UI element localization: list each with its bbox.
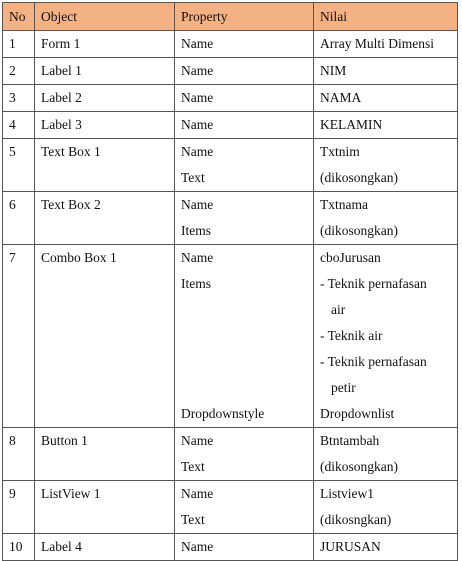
cell-object bbox=[35, 31, 175, 58]
cell-nilai bbox=[314, 112, 458, 139]
cell-object bbox=[35, 534, 175, 561]
cell-no bbox=[3, 245, 35, 428]
property-line: Name bbox=[181, 433, 214, 448]
cell-object-text: Text Box 2 bbox=[41, 197, 101, 212]
cell-object bbox=[35, 85, 175, 112]
cell-no bbox=[3, 139, 35, 192]
property-line: Name bbox=[181, 90, 214, 105]
value-line: NIM bbox=[320, 63, 347, 78]
table-row bbox=[3, 112, 458, 139]
cell-object-text: Button 1 bbox=[41, 433, 88, 448]
table-row bbox=[3, 192, 458, 245]
cell-object-text: Form 1 bbox=[41, 36, 81, 51]
value-line: cboJurusan bbox=[320, 250, 381, 265]
value-line: (dikosongkan) bbox=[320, 223, 398, 238]
cell-object bbox=[35, 428, 175, 481]
property-line: Text bbox=[181, 512, 205, 527]
property-line: Name bbox=[181, 250, 214, 265]
header-no: No bbox=[3, 3, 35, 31]
cell-object-text: Label 4 bbox=[41, 539, 82, 554]
cell-object bbox=[35, 245, 175, 428]
cell-object-text: Label 3 bbox=[41, 117, 82, 132]
cell-no-text: 1 bbox=[9, 36, 16, 51]
cell-no-text: 9 bbox=[9, 486, 16, 501]
value-line: - Teknik air bbox=[320, 328, 383, 343]
property-line: Name bbox=[181, 539, 214, 554]
cell-property bbox=[175, 245, 314, 428]
cell-object bbox=[35, 112, 175, 139]
cell-nilai bbox=[314, 31, 458, 58]
property-line: Dropdownstyle bbox=[181, 406, 265, 421]
value-line: (dikosongkan) bbox=[320, 459, 398, 474]
cell-no-text: 6 bbox=[9, 197, 16, 212]
value-line: JURUSAN bbox=[320, 539, 381, 554]
property-line: Name bbox=[181, 117, 214, 132]
cell-nilai bbox=[314, 534, 458, 561]
cell-object bbox=[35, 481, 175, 534]
cell-no-text: 4 bbox=[9, 117, 16, 132]
property-line bbox=[181, 375, 307, 401]
cell-property bbox=[175, 428, 314, 481]
value-line: Listview1 bbox=[320, 486, 374, 501]
cell-no bbox=[3, 85, 35, 112]
cell-nilai bbox=[314, 192, 458, 245]
cell-no-text: 8 bbox=[9, 433, 16, 448]
cell-object bbox=[35, 58, 175, 85]
cell-property bbox=[175, 112, 314, 139]
table-header-row bbox=[3, 3, 458, 31]
value-line: NAMA bbox=[320, 90, 362, 105]
cell-nilai bbox=[314, 428, 458, 481]
property-line: Name bbox=[181, 144, 214, 159]
property-line: Name bbox=[181, 63, 214, 78]
table-body bbox=[3, 31, 458, 561]
header-object: Object bbox=[35, 3, 175, 31]
cell-no bbox=[3, 112, 35, 139]
property-line: Name bbox=[181, 197, 214, 212]
cell-nilai bbox=[314, 139, 458, 192]
cell-property bbox=[175, 481, 314, 534]
cell-property bbox=[175, 534, 314, 561]
table-row bbox=[3, 31, 458, 58]
value-line: - Teknik pernafasan bbox=[320, 276, 427, 291]
cell-object bbox=[35, 139, 175, 192]
property-line bbox=[181, 297, 307, 323]
cell-object-text: Label 2 bbox=[41, 90, 82, 105]
cell-no bbox=[3, 192, 35, 245]
cell-property bbox=[175, 31, 314, 58]
property-line: Name bbox=[181, 36, 214, 51]
cell-object-text: Combo Box 1 bbox=[41, 250, 117, 265]
value-line: Array Multi Dimensi bbox=[320, 36, 434, 51]
value-line: (dikosngkan) bbox=[320, 512, 392, 527]
cell-no-text: 5 bbox=[9, 144, 16, 159]
header-property: Property bbox=[175, 3, 314, 31]
table-row bbox=[3, 245, 458, 428]
table-row bbox=[3, 85, 458, 112]
table-row bbox=[3, 481, 458, 534]
cell-nilai bbox=[314, 245, 458, 428]
cell-no-text: 2 bbox=[9, 63, 16, 78]
value-line: KELAMIN bbox=[320, 117, 383, 132]
property-line: Items bbox=[181, 276, 211, 291]
cell-no-text: 10 bbox=[9, 539, 23, 554]
cell-property bbox=[175, 192, 314, 245]
cell-property bbox=[175, 139, 314, 192]
header-nilai: Nilai bbox=[314, 3, 458, 31]
property-line bbox=[181, 323, 307, 349]
cell-no-text: 3 bbox=[9, 90, 16, 105]
value-line: petir bbox=[331, 380, 356, 395]
property-line: Text bbox=[181, 459, 205, 474]
cell-property bbox=[175, 58, 314, 85]
table-row bbox=[3, 428, 458, 481]
cell-object-text: ListView 1 bbox=[41, 486, 101, 501]
cell-no-text: 7 bbox=[9, 250, 16, 265]
value-line: Txtnim bbox=[320, 144, 360, 159]
cell-no bbox=[3, 428, 35, 481]
cell-object-text: Text Box 1 bbox=[41, 144, 101, 159]
properties-table bbox=[2, 2, 458, 561]
property-line: Name bbox=[181, 486, 214, 501]
property-line: Items bbox=[181, 223, 211, 238]
value-line: - Teknik pernafasan bbox=[320, 354, 427, 369]
cell-no bbox=[3, 534, 35, 561]
value-line: Dropdownlist bbox=[320, 406, 395, 421]
cell-nilai bbox=[314, 481, 458, 534]
cell-nilai bbox=[314, 85, 458, 112]
property-line bbox=[181, 349, 307, 375]
cell-property bbox=[175, 85, 314, 112]
value-line: Txtnama bbox=[320, 197, 368, 212]
value-line: air bbox=[331, 302, 346, 317]
table-row bbox=[3, 534, 458, 561]
table-row bbox=[3, 139, 458, 192]
cell-object-text: Label 1 bbox=[41, 63, 82, 78]
cell-object bbox=[35, 192, 175, 245]
value-line: Btntambah bbox=[320, 433, 380, 448]
table-row bbox=[3, 58, 458, 85]
cell-no bbox=[3, 31, 35, 58]
cell-no bbox=[3, 481, 35, 534]
property-line: Text bbox=[181, 170, 205, 185]
value-line: (dikosongkan) bbox=[320, 170, 398, 185]
cell-no bbox=[3, 58, 35, 85]
cell-nilai bbox=[314, 58, 458, 85]
